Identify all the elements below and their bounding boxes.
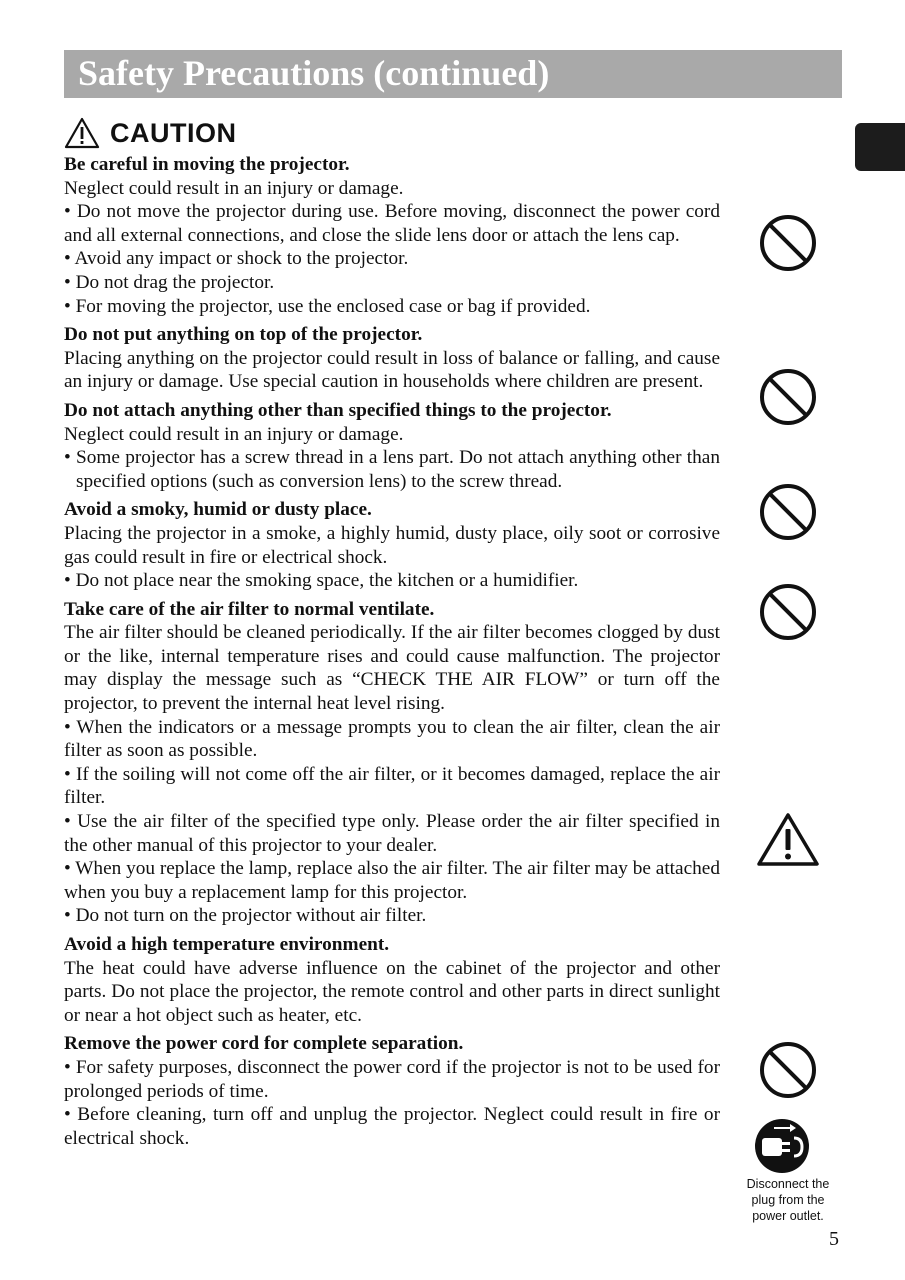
section-smoky (64, 498, 720, 592)
bullet: • When you replace the lamp, replace also the air filter. The air filter may be attached when you buy a replacement lamp for this projector. (64, 858, 720, 903)
bullet: • Do not place near the smoking space, the kitchen or a humidifier. (64, 570, 579, 592)
section-power-cord (64, 1032, 720, 1150)
caution-label: CAUTION (110, 117, 237, 148)
section-heading: Avoid a high temperature environment. (64, 934, 390, 955)
paragraph: Placing anything on the projector could result in loss of balance or falling, and cause an injury or damage. Use special caution in households where children are present. (64, 347, 720, 393)
paragraph: Placing the projector in a smoke, a highly humid, dusty place, oily soot or corrosive gas could result in fire or electrical shock. (64, 522, 720, 568)
unplug-note (738, 1176, 838, 1224)
bullet: • Avoid any impact or shock to the projector. (64, 248, 409, 270)
bullet: • When the indicators or a message prompts you to clean the air filter, clean the air filter as soon as possible. (64, 716, 720, 762)
section-air-filter (64, 598, 720, 928)
warning-triangle-icon (64, 117, 100, 149)
paragraph: Neglect could result in an injury or damage. (64, 177, 404, 199)
section-attach (64, 399, 720, 493)
bullet: • Before cleaning, turn off and unplug the projector. Neglect could result in fire or electrical shock. (64, 1104, 720, 1149)
bullet: • If the soiling will not come off the air filter, or it becomes damaged, replace the air filter. (64, 763, 720, 809)
section-moving (64, 153, 720, 318)
page-title: Safety Precautions (continued) (78, 53, 550, 93)
section-heading: Avoid a smoky, humid or dusty place. (64, 499, 372, 521)
paragraph: The heat could have adverse influence on the cabinet of the projector and other parts. Do not place the projector, the remote control and other parts in direct sunlight or near a hot object such as heater, etc. (64, 957, 720, 1026)
section-heading: Do not put anything on top of the projector. (64, 324, 423, 346)
note-line: plug from the (751, 1193, 825, 1207)
paragraph: Neglect could result in an injury or damage. (64, 423, 404, 445)
bullet: • Do not move the projector during use. Before moving, disconnect the power cord and all external connections, and close the slide lens door or attach the lens cap. (64, 201, 720, 246)
note-line: power outlet. (752, 1209, 824, 1223)
safety-content (64, 153, 720, 1155)
chapter-tab (855, 123, 905, 171)
paragraph: The air filter should be cleaned periodically. If the air filter becomes clogged by dust or the like, internal temperature rises and could cause malfunction. The projector may display the message such as “CHECK THE AIR FLOW” or turn off the projector, to prevent the internal heat level rising. (64, 622, 720, 715)
section-heading: Remove the power cord for complete separation. (64, 1033, 464, 1055)
caution-heading (64, 113, 237, 153)
section-top (64, 323, 720, 394)
bullet: • Do not turn on the projector without air filter. (64, 905, 427, 927)
prohibition-circle-icon (758, 582, 818, 642)
page-number: 5 (829, 1228, 839, 1250)
bullet: • Use the air filter of the specified type only. Please order the air filter specified in the other manual of this projector to your dealer. (64, 811, 720, 856)
note-line: Disconnect the (746, 1177, 830, 1191)
section-heading: Do not attach anything other than specified things to the projector. (64, 399, 612, 421)
bullet: • Do not drag the projector. (64, 271, 275, 293)
bullet: • For moving the projector, use the enclosed case or bag if provided. (64, 295, 591, 317)
unplug-icon (754, 1118, 816, 1174)
prohibition-circle-icon (758, 213, 818, 273)
section-heading: Be careful in moving the projector. (64, 154, 350, 175)
prohibition-circle-icon (758, 367, 818, 427)
prohibition-circle-icon (758, 1040, 818, 1100)
title-bar (64, 50, 842, 98)
exclamation-triangle-icon (756, 811, 820, 867)
section-heading: Take care of the air filter to normal ventilate. (64, 598, 435, 620)
section-temperature (64, 933, 720, 1027)
bullet: • Some projector has a screw thread in a lens part. Do not attach anything other than specified options (such as conversion lens) to the screw thread. (64, 447, 720, 492)
prohibition-circle-icon (758, 482, 818, 542)
bullet: • For safety purposes, disconnect the power cord if the projector is not to be used for prolonged periods of time. (64, 1056, 720, 1102)
